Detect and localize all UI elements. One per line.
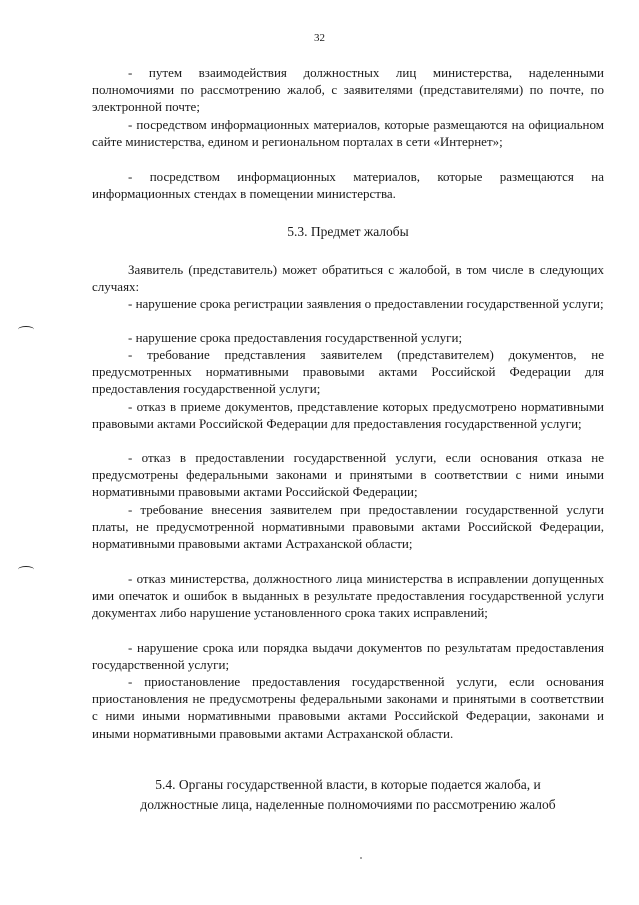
section-5-3-heading: 5.3. Предмет жалобы xyxy=(287,224,409,239)
list-item-5: - отказ в предоставлении государственной услуги, если основания отказа не предусмотрены федеральными законами и принятыми в соответствии с ними иными нормативными правовыми актами Российской Федерации; xyxy=(92,450,604,500)
binder-hole-mark xyxy=(18,566,34,573)
section-5-3-intro: Заявитель (представитель) может обратиться с жалобой, в том числе в следующих случаях: xyxy=(92,262,604,295)
list-item-2: - нарушение срока предоставления государственной услуги; xyxy=(128,330,463,345)
section-5-4-heading-line-1: 5.4. Органы государственной власти, в которые подается жалоба, и xyxy=(155,777,541,792)
paragraph-top-2: - посредством информационных материалов, которые размещаются на официальном сайте министерства, едином и региональном порталах в сети «Интернет»; xyxy=(92,117,604,150)
page-number: 32 xyxy=(314,32,325,44)
paragraph-top-1: - путем взаимодействия должностных лиц министерства, наделенными полномочиями по рассмотрению жалоб, с заявителями (представителями) по почте, по электронной почте; xyxy=(92,65,604,115)
list-item-7: - отказ министерства, должностного лица министерства в исправлении допущенных ими опечаток и ошибок в выданных в результате предоставления государственной услуги документах либо нарушение установленного срока таких исправлений; xyxy=(92,571,604,621)
scan-speck xyxy=(360,857,362,859)
section-5-4-heading-line-2: должностные лица, наделенные полномочиями по рассмотрению жалоб xyxy=(140,797,556,812)
binder-hole-mark xyxy=(18,326,34,333)
list-item-3: - требование представления заявителем (представителем) документов, не предусмотренных нормативными правовыми актами Российской Федерации для предоставления государственной услуги; xyxy=(92,347,604,397)
list-item-8: - нарушение срока или порядка выдачи документов по результатам предоставления государственной услуги; xyxy=(92,640,604,673)
list-item-1: - нарушение срока регистрации заявления о предоставлении государственной услуги; xyxy=(128,296,604,311)
list-item-6: - требование внесения заявителем при предоставлении государственной услуги платы, не предусмотренной нормативными правовыми актами Российской Федерации, нормативными правовыми актами Астраханской области; xyxy=(92,502,604,552)
list-item-9: - приостановление предоставления государственной услуги, если основания приостановления не предусмотрены федеральными законами и принятыми в соответствии с ними иными нормативными правовыми актами Российской Федерации, законами и иными нормативными правовыми актами Астраханской области. xyxy=(92,674,604,741)
list-item-4: - отказ в приеме документов, представление которых предусмотрено нормативными правовыми актами Российской Федерации для предоставления государственной услуги; xyxy=(92,399,604,432)
paragraph-top-3: - посредством информационных материалов, которые размещаются на информационных стендах в помещении министерства. xyxy=(92,169,604,202)
